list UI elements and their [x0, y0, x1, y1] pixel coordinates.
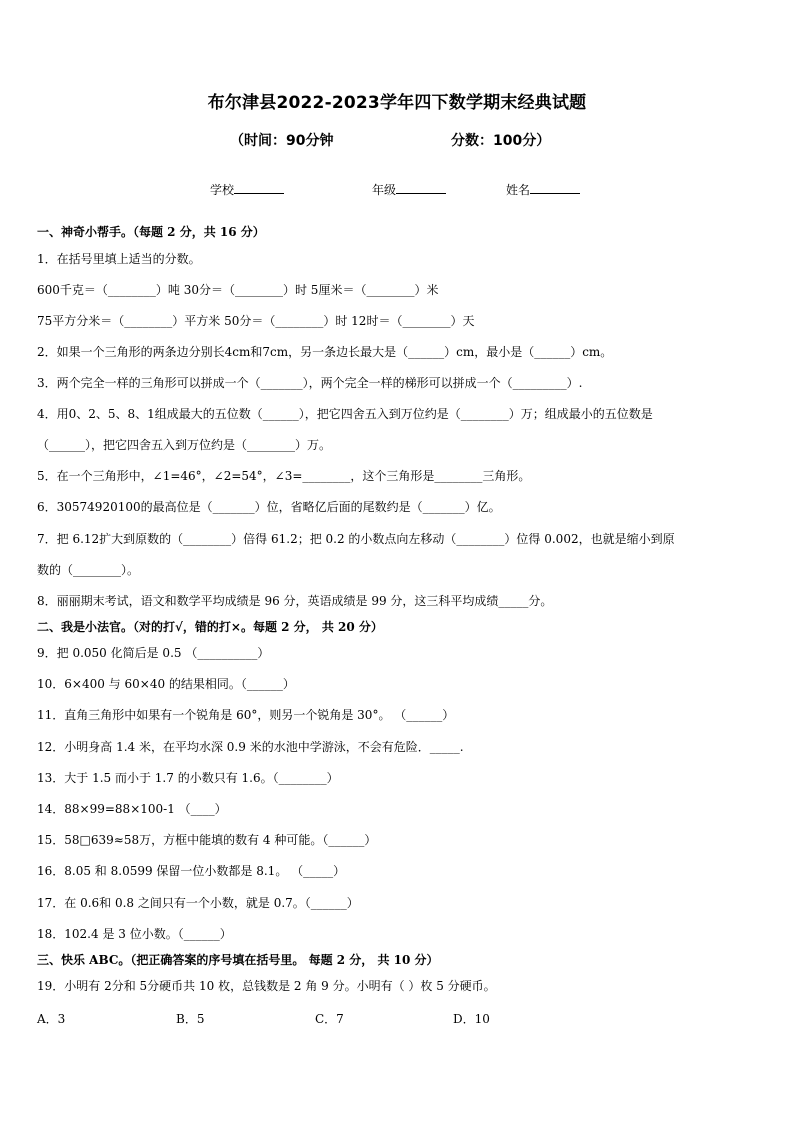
question-13: 13．大于 1.5 而小于 1.7 的小数只有 1.6。（________）: [37, 771, 339, 785]
question-1-row-2: 75平方分米＝（________）平方米 50分＝（________）时 12时＝（________）天: [37, 314, 475, 328]
question-15: 15．58□639≈58万，方框中能填的数有 4 种可能。（______）: [37, 833, 377, 847]
page-title: 布尔津县2022-2023学年四下数学期末经典试题: [207, 93, 587, 113]
name-label: 姓名: [506, 183, 531, 197]
question-5: 5．在一个三角形中，∠1=46°，∠2=54°，∠3=________，这个三角形是________三角形。: [37, 469, 531, 483]
exam-time: （时间：90分钟: [230, 133, 334, 149]
question-14: 14．88×99=88×100-1 （____）: [37, 802, 227, 816]
question-1-row-1: 600千克＝（________）吨 30分＝（________）时 5厘米＝（________）米: [37, 283, 439, 297]
question-8: 8．丽丽期末考试，语文和数学平均成绩是 96 分，英语成绩是 99 分，这三科平均成绩_____分。: [37, 594, 553, 608]
option-b[interactable]: B．5: [176, 1012, 205, 1026]
school-blank[interactable]: [234, 181, 284, 194]
question-4-line-2: （______），把它四舍五入到万位约是（________）万。: [37, 438, 332, 452]
question-17: 17．在 0.6和 0.8 之间只有一个小数，就是 0.7。（______）: [37, 896, 359, 910]
question-12: 12．小明身高 1.4 米，在平均水深 0.9 米的水池中学游泳，不会有危险．_____.: [37, 740, 464, 754]
question-10: 10．6×400 与 60×40 的结果相同。（______）: [37, 677, 295, 691]
grade-label: 年级: [372, 183, 397, 197]
question-18: 18．102.4 是 3 位小数。（______）: [37, 927, 232, 941]
section-2-heading: 二、我是小法官。（对的打√，错的打×。每题 2 分， 共 20 分）: [37, 620, 383, 634]
question-9: 9．把 0.050 化简后是 0.5 （__________）: [37, 646, 270, 660]
grade-blank[interactable]: [396, 181, 446, 194]
option-c[interactable]: C．7: [315, 1012, 344, 1026]
name-field: [506, 181, 580, 198]
question-1: 1．在括号里填上适当的分数。: [37, 252, 201, 266]
option-d[interactable]: D．10: [453, 1012, 490, 1026]
grade-field: [372, 181, 446, 198]
question-3: 3．两个完全一样的三角形可以拼成一个（_______），两个完全一样的梯形可以拼成一个（_________）.: [37, 376, 583, 390]
question-6: 6．30574920100的最高位是（_______）位，省略亿后面的尾数约是（_______）亿。: [37, 500, 501, 514]
school-field: [210, 181, 284, 198]
section-1-heading: 一、神奇小帮手。（每题 2 分，共 16 分）: [37, 225, 265, 239]
name-blank[interactable]: [530, 181, 580, 194]
question-16: 16．8.05 和 8.0599 保留一位小数都是 8.1。 （_____）: [37, 864, 346, 878]
section-3-heading: 三、快乐 ABC。（把正确答案的序号填在括号里。 每题 2 分， 共 10 分）: [37, 953, 439, 967]
question-7-line-2: 数的（________）。: [37, 563, 140, 577]
question-7-line-1: 7．把 6.12扩大到原数的（________）倍得 61.2；把 0.2 的小数点向左移动（________）位得 0.002，也就是缩小到原: [37, 532, 675, 546]
school-label: 学校: [210, 183, 235, 197]
question-4-line-1: 4．用0、2、5、8、1组成最大的五位数（______），把它四舍五入到万位约是（________）万；组成最小的五位数是: [37, 407, 653, 421]
question-2: 2．如果一个三角形的两条边分别长4cm和7cm，另一条边长最大是（______）cm，最小是（______）cm。: [37, 345, 613, 359]
exam-score: 分数：100分）: [451, 133, 551, 149]
option-a[interactable]: A．3: [37, 1012, 66, 1026]
question-19: 19．小明有 2分和 5分硬币共 10 枚，总钱数是 2 角 9 分。小明有（ ）枚 5 分硬币。: [37, 979, 496, 993]
question-11: 11．直角三角形中如果有一个锐角是 60°，则另一个锐角是 30°。 （______）: [37, 708, 455, 722]
